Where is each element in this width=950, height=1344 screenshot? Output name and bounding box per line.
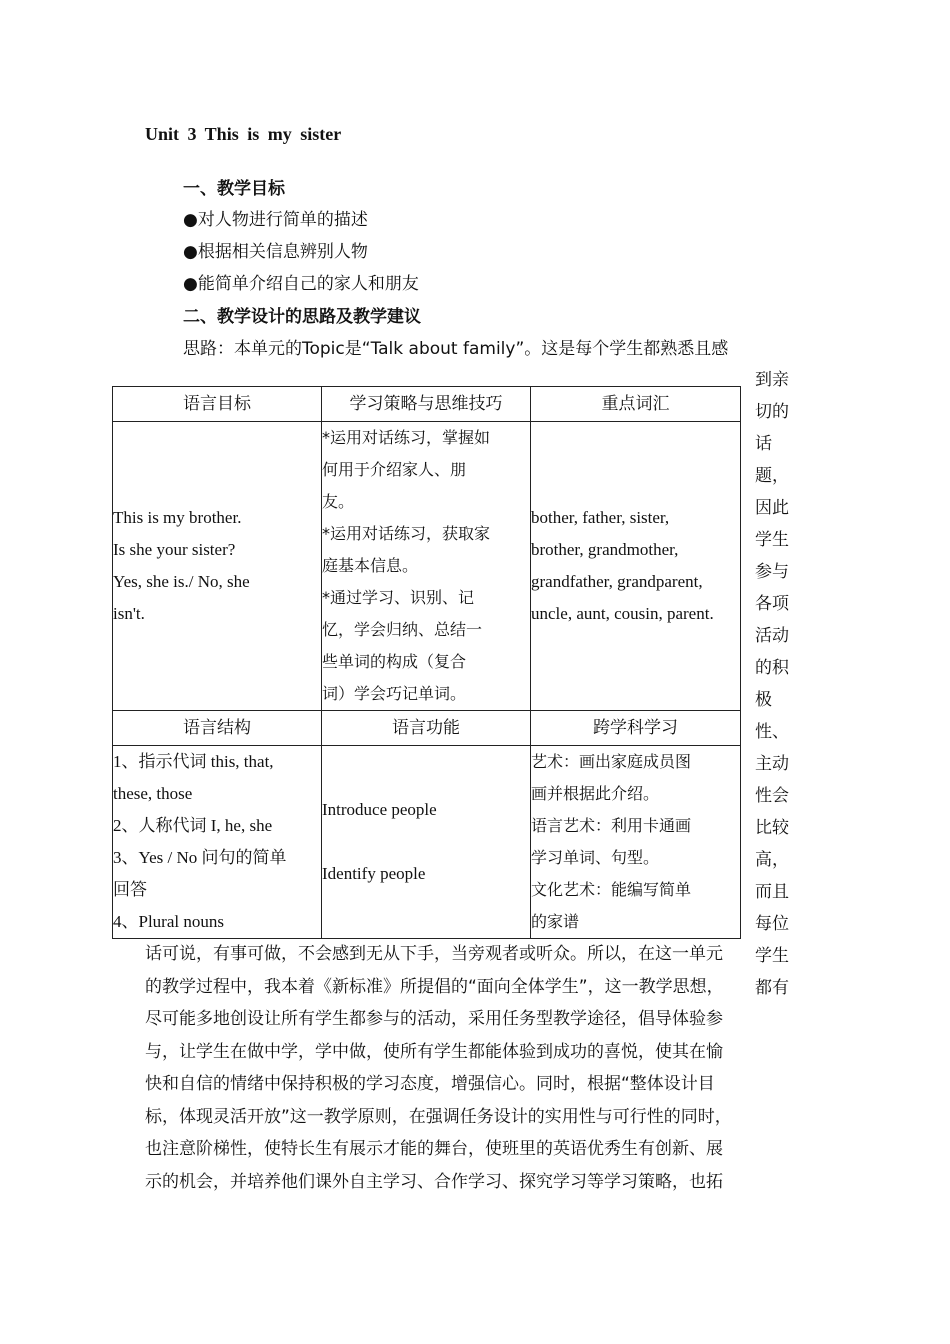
teaching-table bbox=[112, 386, 741, 939]
section-heading-objectives: 一、教学目标 bbox=[183, 179, 285, 199]
function-line: Introduce people bbox=[322, 800, 437, 819]
wrap-fragment: 因此 bbox=[755, 498, 789, 518]
cell-language-structure bbox=[113, 746, 322, 939]
paragraph-line: 话可说，有事可做，不会感到无从下手，当旁观者或听众。所以，在这一单元 bbox=[145, 944, 723, 964]
wrap-fragment: 的积 bbox=[755, 658, 789, 678]
wrap-fragment: 参与 bbox=[755, 562, 789, 582]
paragraph-line: 的教学过程中，我本着《新标准》所提倡的“面向全体学生”，这一教学思想， bbox=[145, 976, 724, 997]
wrap-fragment: 话题， bbox=[755, 434, 789, 486]
goal-line: Yes, she is./ No, she bbox=[113, 572, 250, 591]
wrap-fragment: 而且 bbox=[755, 882, 789, 902]
wrapped-text-column bbox=[755, 364, 805, 1004]
strategy-line: *运用对话练习，获取家 bbox=[322, 524, 491, 543]
header-key-vocab: 重点词汇 bbox=[531, 387, 741, 422]
wrap-fragment: 极性、 bbox=[755, 690, 789, 742]
header-language-structure: 语言结构 bbox=[113, 711, 322, 746]
cell-language-goals bbox=[113, 422, 322, 711]
vocab-line: bother, father, sister, bbox=[531, 508, 670, 527]
structure-line: 4、Plural nouns bbox=[113, 912, 224, 931]
goal-line: isn't. bbox=[113, 604, 145, 623]
strategy-line: 庭基本信息。 bbox=[322, 556, 419, 575]
structure-line: 3、Yes / No 问句的简单 bbox=[113, 848, 287, 867]
strategy-line: 忆，学会归纳、总结一 bbox=[322, 620, 483, 639]
cross-line: 艺术：画出家庭成员图 bbox=[531, 752, 692, 771]
paragraph-line: 快和自信的情绪中保持积极的学习态度，增强信心。同时，根据“整体设计目 bbox=[145, 1074, 715, 1094]
vocab-line: grandfather, grandparent, bbox=[531, 572, 703, 591]
strategy-line: 些单词的构成（复合 bbox=[322, 652, 467, 671]
cell-key-vocab bbox=[531, 422, 741, 711]
wrap-fragment: 活动 bbox=[755, 626, 789, 646]
cell-language-function bbox=[322, 746, 531, 939]
vocab-line: uncle, aunt, cousin, parent. bbox=[531, 604, 714, 623]
spacer bbox=[322, 826, 530, 858]
wrap-fragment: 都有 bbox=[755, 978, 789, 998]
wrap-fragment: 性会 bbox=[755, 786, 789, 806]
wrap-fragment: 学生 bbox=[755, 946, 789, 966]
cell-cross-curricular bbox=[531, 746, 741, 939]
wrap-fragment: 各项 bbox=[755, 594, 789, 614]
cross-line: 的家谱 bbox=[531, 912, 580, 931]
paragraph-line: 也注意阶梯性，使特长生有展示才能的舞台，使班里的英语优秀生有创新、展 bbox=[145, 1139, 723, 1159]
objective-item: ●能简单介绍自己的家人和朋友 bbox=[183, 274, 419, 294]
paragraph-line: 标，体现灵活开放”这一教学原则，在强调任务设计的实用性与可行性的同时， bbox=[145, 1106, 732, 1127]
strategy-line: *通过学习、识别、记 bbox=[322, 588, 475, 607]
header-language-function: 语言功能 bbox=[322, 711, 531, 746]
goal-line: This is my brother. bbox=[113, 508, 242, 527]
function-line: Identify people bbox=[322, 864, 426, 883]
structure-line: 1、指示代词 this, that, bbox=[113, 752, 274, 771]
objective-item: ●对人物进行简单的描述 bbox=[183, 210, 368, 230]
section-heading-design: 二、教学设计的思路及教学建议 bbox=[183, 307, 421, 327]
cross-line: 语言艺术：利用卡通画 bbox=[531, 816, 692, 835]
structure-line: these, those bbox=[113, 784, 193, 803]
cell-strategies bbox=[322, 422, 531, 711]
body-paragraph bbox=[145, 938, 809, 1198]
structure-line: 回答 bbox=[113, 880, 147, 899]
header-cross-curricular: 跨学科学习 bbox=[531, 711, 741, 746]
strategy-line: 词）学会巧记单词。 bbox=[322, 684, 467, 703]
cross-line: 画并根据此介绍。 bbox=[531, 784, 660, 803]
wrap-fragment: 主动 bbox=[755, 754, 789, 774]
wrap-fragment: 到亲 bbox=[755, 370, 789, 390]
paragraph-line: 示的机会，并培养他们课外自主学习、合作学习、探究学习等学习策略，也拓 bbox=[145, 1171, 723, 1192]
strategy-line: *运用对话练习，掌握如 bbox=[322, 428, 491, 447]
objective-item: ●根据相关信息辨别人物 bbox=[183, 242, 368, 262]
cross-line: 文化艺术：能编写简单 bbox=[531, 880, 692, 899]
intro-line: 思路：本单元的Topic是“Talk about family”。这是每个学生都熟悉且感 bbox=[183, 339, 729, 359]
wrap-fragment: 学生 bbox=[755, 530, 789, 550]
header-language-goals: 语言目标 bbox=[113, 387, 322, 422]
unit-title: Unit 3 This is my sister bbox=[145, 124, 342, 144]
wrap-fragment: 每位 bbox=[755, 914, 789, 934]
header-strategies: 学习策略与思维技巧 bbox=[322, 387, 531, 422]
wrap-fragment: 切的 bbox=[755, 402, 789, 422]
paragraph-line: 尽可能多地创设让所有学生都参与的活动，采用任务型教学途径，倡导体验参 bbox=[145, 1009, 723, 1029]
wrap-fragment: 高， bbox=[755, 850, 789, 870]
cross-line: 学习单词、句型。 bbox=[531, 848, 660, 867]
structure-line: 2、人称代词 I, he, she bbox=[113, 816, 273, 835]
strategy-line: 何用于介绍家人、朋 bbox=[322, 460, 467, 479]
vocab-line: brother, grandmother, bbox=[531, 540, 679, 559]
paragraph-line: 与，让学生在做中学，学中做，使所有学生都能体验到成功的喜悦，使其在愉 bbox=[145, 1041, 723, 1062]
wrap-fragment: 比较 bbox=[755, 818, 789, 838]
strategy-line: 友。 bbox=[322, 492, 355, 511]
goal-line: Is she your sister? bbox=[113, 540, 236, 559]
